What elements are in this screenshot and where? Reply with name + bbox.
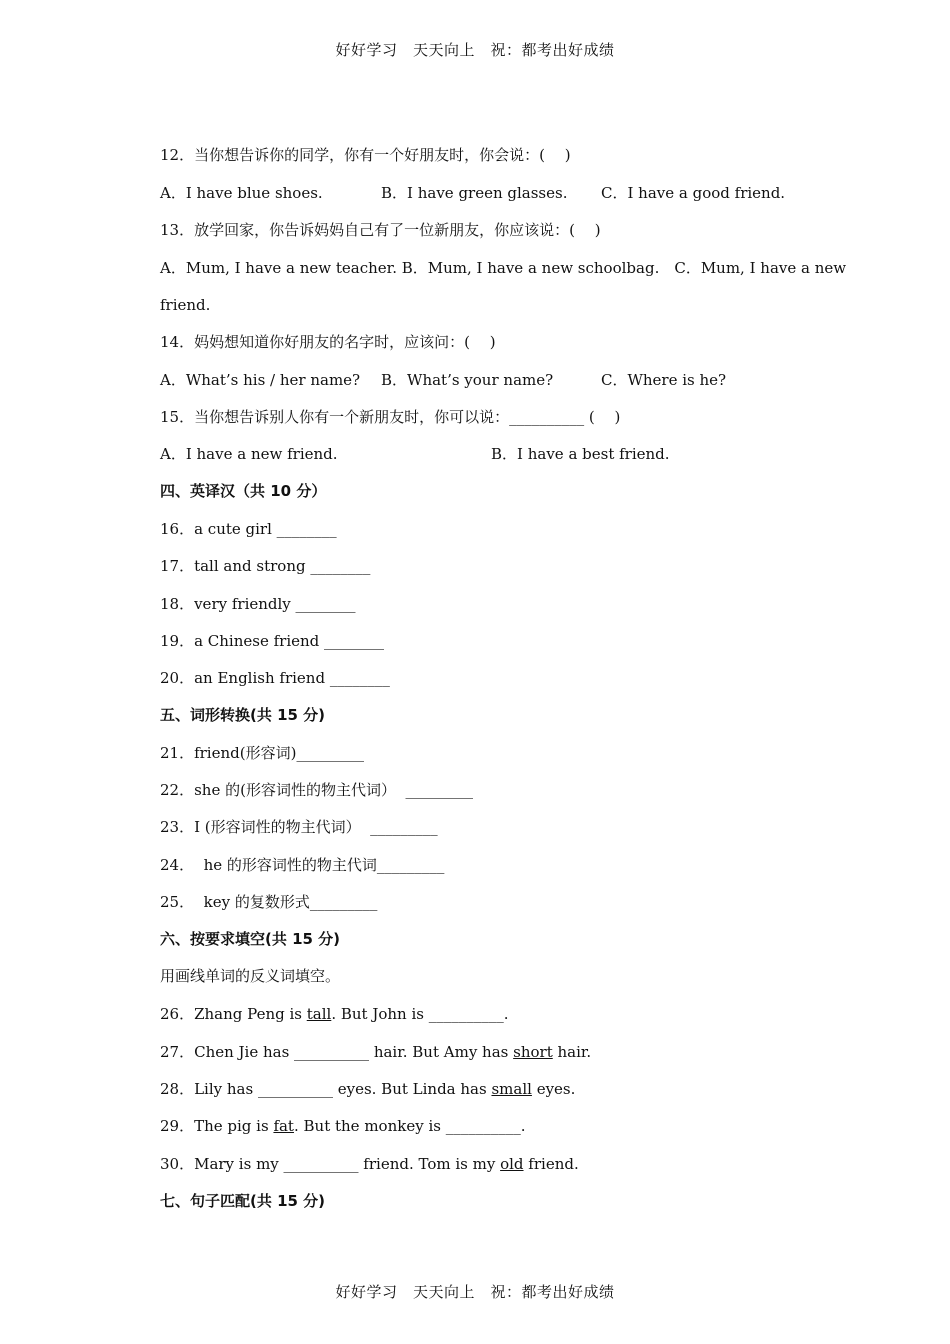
underlined-word: small <box>491 1080 532 1098</box>
underlined-word: old <box>500 1155 524 1173</box>
question-13-options: A．Mum, I have a new teacher. B．Mum, I have a new schoolbag. C．Mum, I have a new <box>160 259 847 277</box>
question-27-end: hair. <box>552 1043 592 1061</box>
question-16: 16．a cute girl ________ <box>160 520 337 538</box>
question-12-option-c: C．I have a good friend. <box>601 184 786 202</box>
question-29 <box>160 1116 525 1136</box>
question-27 <box>160 1042 591 1062</box>
question-26-text: 26．Zhang Peng is <box>160 1005 307 1023</box>
section-6-heading: 六、按要求填空(共 15 分) <box>160 930 341 948</box>
question-15-option-a: A．I have a new friend. <box>160 445 338 463</box>
question-30-text: 30．Mary is my __________ friend. Tom is my <box>160 1155 501 1173</box>
question-19: 19．a Chinese friend ________ <box>160 632 385 650</box>
question-15-option-b: B．I have a best friend. <box>491 445 670 463</box>
question-30 <box>160 1154 579 1174</box>
section-6-instruction: 用画线单词的反义词填空。 <box>160 967 341 985</box>
question-12-option-b: B．I have green glasses. <box>381 184 568 202</box>
question-22: 22．she 的(形容词性的物主代词） _________ <box>160 781 473 799</box>
question-12-stem: 12．当你想告诉你的同学，你有一个好朋友时，你会说：( ) <box>160 146 571 164</box>
page-header: 好好学习 天天向上 祝：都考出好成绩 <box>335 41 615 59</box>
question-18: 18．very friendly ________ <box>160 595 356 613</box>
question-29-text: 29．The pig is <box>160 1117 274 1135</box>
question-28-end: eyes. <box>531 1080 576 1098</box>
underlined-word: short <box>513 1043 553 1061</box>
question-14-option-a: A．What’s his / her name? <box>160 371 361 389</box>
question-14-stem: 14．妈妈想知道你好朋友的名字时，应该问：( ) <box>160 333 496 351</box>
question-13-stem: 13．放学回家，你告诉妈妈自己有了一位新朋友，你应该说：( ) <box>160 221 601 239</box>
underlined-word: tall <box>306 1005 332 1023</box>
section-7-heading: 七、句子匹配(共 15 分) <box>160 1192 326 1210</box>
question-12-option-a: A．I have blue shoes. <box>160 184 323 202</box>
page-footer: 好好学习 天天向上 祝：都考出好成绩 <box>335 1283 615 1301</box>
question-15-stem: 15．当你想告诉别人你有一个新朋友时，你可以说：__________ ( ) <box>160 408 621 426</box>
question-23: 23．I (形容词性的物主代词） _________ <box>160 818 438 836</box>
question-14-option-b: B．What’s your name? <box>381 371 554 389</box>
question-30-end: friend. <box>523 1155 579 1173</box>
question-24: 24． he 的形容词性的物主代词_________ <box>160 856 445 874</box>
question-27-text: 27．Chen Jie has __________ hair. But Amy has <box>160 1043 514 1061</box>
question-13-options-cont: friend. <box>160 296 211 314</box>
question-20: 20．an English friend ________ <box>160 669 390 687</box>
question-28-text: 28．Lily has __________ eyes. But Linda has <box>160 1080 492 1098</box>
section-4-heading: 四、英译汉（共 10 分） <box>160 482 327 500</box>
question-26 <box>160 1004 509 1024</box>
section-5-heading: 五、词形转换(共 15 分) <box>160 706 326 724</box>
question-17: 17．tall and strong ________ <box>160 557 371 575</box>
question-21: 21．friend(形容词)_________ <box>160 744 364 762</box>
question-26-blank: . But John is __________. <box>331 1005 509 1023</box>
question-14-option-c: C．Where is he? <box>601 371 727 389</box>
question-29-blank: . But the monkey is __________. <box>293 1117 526 1135</box>
question-28 <box>160 1079 575 1099</box>
question-25: 25． key 的复数形式_________ <box>160 893 378 911</box>
underlined-word: fat <box>273 1117 294 1135</box>
